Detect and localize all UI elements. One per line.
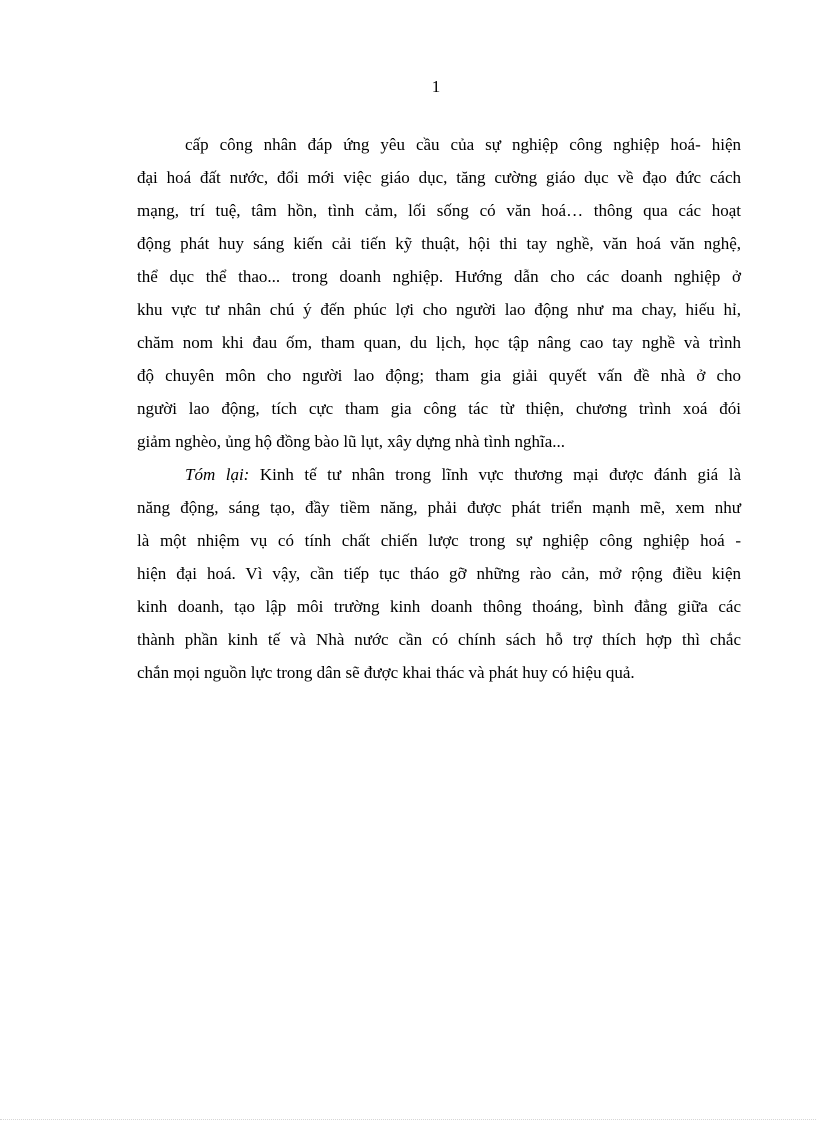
text-line: động phát huy sáng kiến cải tiến kỹ thuật, hội thi tay nghề, văn hoá văn nghệ, <box>137 234 741 253</box>
text-line: người lao động, tích cực tham gia công tác từ thiện, chương trình xoá đói <box>137 399 741 418</box>
text-line: hiện đại hoá. Vì vậy, cần tiếp tục tháo gỡ những rào cản, mở rộng điều kiện <box>137 564 741 583</box>
body-text <box>137 128 741 689</box>
text-line: chắn mọi nguồn lực trong dân sẽ được khai thác và phát huy có hiệu quả. <box>137 663 635 682</box>
paragraph-1 <box>137 128 741 458</box>
text-line: cấp công nhân đáp ứng yêu cầu của sự nghiệp công nghiệp hoá- hiện <box>185 135 741 154</box>
text-line: độ chuyên môn cho người lao động; tham gia giải quyết vấn đề nhà ở cho <box>137 366 741 385</box>
summary-first-line: Kinh tế tư nhân trong lĩnh vực thương mại được đánh giá là <box>249 465 741 484</box>
text-line: năng động, sáng tạo, đầy tiềm năng, phải được phát triển mạnh mẽ, xem như <box>137 498 741 517</box>
text-line <box>137 458 741 491</box>
page-bottom-rule <box>0 1119 816 1120</box>
summary-lead: Tóm lại: <box>185 465 250 484</box>
text-line: là một nhiệm vụ có tính chất chiến lược trong sự nghiệp công nghiệp hoá - <box>137 531 741 550</box>
page-number: 1 <box>431 77 441 96</box>
text-line: giảm nghèo, ủng hộ đồng bào lũ lụt, xây dựng nhà tình nghĩa... <box>137 432 566 451</box>
text-line: thành phần kinh tế và Nhà nước cần có chính sách hỗ trợ thích hợp thì chắc <box>137 630 741 649</box>
text-line: khu vực tư nhân chú ý đến phúc lợi cho người lao động như ma chay, hiếu hỉ, <box>137 300 741 319</box>
text-line: đại hoá đất nước, đổi mới việc giáo dục, tăng cường giáo dục về đạo đức cách <box>137 168 741 187</box>
text-line: thể dục thể thao... trong doanh nghiệp. Hướng dẫn cho các doanh nghiệp ở <box>137 267 741 286</box>
text-line: kinh doanh, tạo lập môi trường kinh doanh thông thoáng, bình đẳng giữa các <box>137 597 741 616</box>
paragraph-2 <box>137 458 741 689</box>
text-line: mạng, trí tuệ, tâm hồn, tình cảm, lối sống có văn hoá… thông qua các hoạt <box>137 201 741 220</box>
text-line: chăm nom khi đau ốm, tham quan, du lịch, học tập nâng cao tay nghề và trình <box>137 333 741 352</box>
